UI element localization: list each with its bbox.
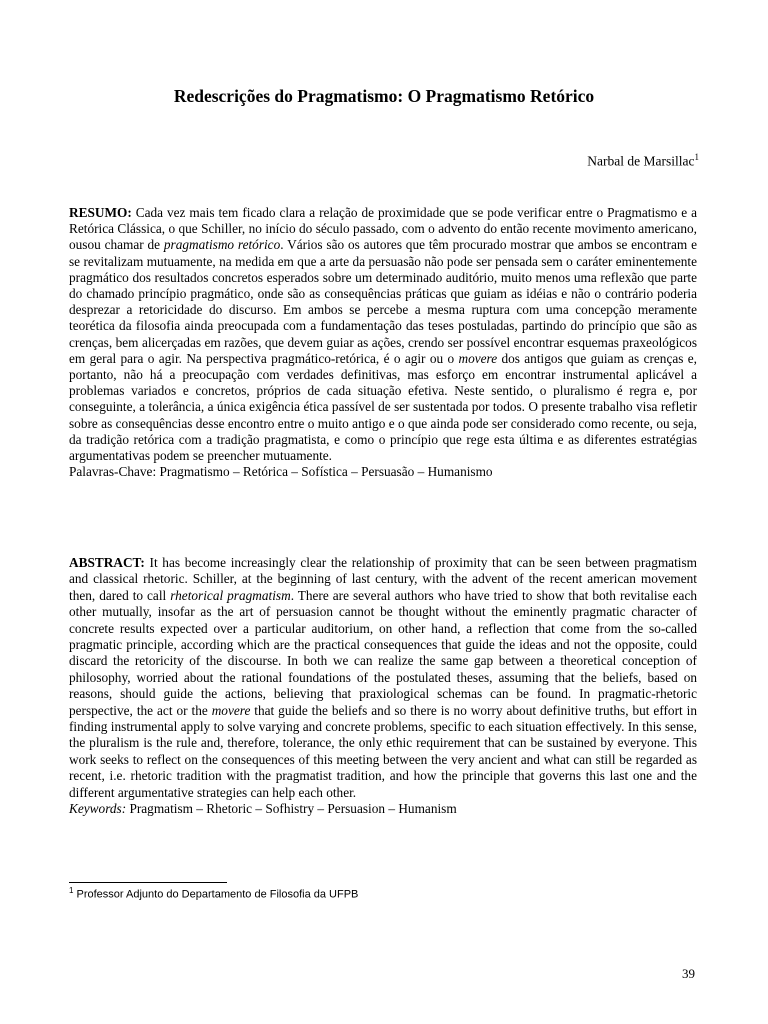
resumo-text-part-1: Cada vez mais tem ficado clara a relação de proximidade que se pode verificar entre o Pragmatismo e a Retórica Clássica, o que Schiller, no início do século passado, com o advento do então recente movimento americano, ousou chamar de xyxy=(69,205,697,253)
abstract-label: ABSTRACT: xyxy=(69,555,145,570)
footnote-divider xyxy=(69,882,227,883)
resumo-emphasis-movere: movere xyxy=(458,350,498,366)
page-number: 39 xyxy=(682,966,695,981)
abstract-emphasis-rhetorical-pragmatism: rhetorical pragmatism xyxy=(170,587,291,603)
author-name: Narbal de Marsillac xyxy=(587,153,695,169)
resumo-emphasis-pragmatismo-retorico: pragmatismo retórico xyxy=(163,237,281,253)
resumo-text-part-2: . Vários são os autores que têm procurado mostrar que ambos se encontram e se revitalizam mutuamente, na medida em que a arte da persuasão não pode ser pensada sem o caráter eminentemente pragmático dos resultados concretos esperados sobre um determinado auditório, muito menos uma reflexão que parte do chamado princípio pragmático, onde são as consequências práticas que guiam as idéias e não o contrário poderia desprezar a retoricidade do discurso. Em ambos se percebe a mesma ruptura com uma concepção meramente teorética da filosofia ainda preocupada com a fundamentação das teses postuladas, partindo do princípio que são as crenças, bem alicerçadas em razões, que devem guiar as ações, crendo ser possível encontrar esquemas praxeológicos em geral para o agir. Na perspectiva pragmático-retórica, é o agir ou o xyxy=(69,237,697,366)
author-footnote-mark[interactable]: 1 xyxy=(694,152,699,162)
footnote-mark: 1 xyxy=(69,886,74,895)
abstract-keywords-line xyxy=(69,801,697,817)
abstract-emphasis-movere: movere xyxy=(211,702,251,718)
abstract-text-part-1: It has become increasingly clear the relationship of proximity that can be seen between pragmatism and classical rhetoric. Schiller, at the beginning of last century, with the advent of the recent american movement then, dared to call xyxy=(69,555,697,603)
abstract-text-part-2: . There are several authors who have tried to show that both revitalise each other mutually, insofar as the art of persuasion cannot be thought without the eminently pragmatic character of concrete results expected over a particular auditorium, on other hand, a reflection that come from the so-called pragmatic principle, according which are the practical consequences that guide the ideas and not the opposite, could discard the retoricity of the discourse. In both we can realize the same gap between a theoretical conception of philosophy, worried about the rational foundations of the postulated theses, assuming that the beliefs, based on reasons, should guide the actions, believing that praxiological schemas can be found. In pragmatic-rhetoric perspective, the act or the xyxy=(69,587,698,718)
abstract-keywords: Pragmatism – Rhetoric – Sofhistry – Persuasion – Humanism xyxy=(126,801,457,817)
footnote xyxy=(69,886,358,901)
abstract-text-part-3: that guide the beliefs and so there is no worry about definitive truths, but effort in finding instrumental apply to solve varying and concrete problems, specific to each situation effectively. In this sense, the pluralism is the rule and, therefore, tolerance, the only ethic requirement that can be sustained by everyone. This work seeks to reflect on the consequences of this meeting between the very ancient and what can still be regarded as recent, i.e. rhetoric tradition with the pragmatist tradition, and how the principle that governs this last one and the different argumentative strategies can help each other. xyxy=(69,702,697,800)
resumo-keywords: Palavras-Chave: Pragmatismo – Retórica – Sofística – Persuasão – Humanismo xyxy=(69,464,493,480)
author-line xyxy=(587,152,699,170)
resumo-paragraph xyxy=(69,205,697,480)
abstract-paragraph xyxy=(69,555,697,818)
resumo-label: RESUMO: xyxy=(69,205,132,220)
resumo-text-part-3: dos antigos que guiam as crenças e, portanto, não há a preocupação com verdades definitivas, mas esforço em encontrar instrumental aplicável a problemas variados e concretos, próprios de cada situação efetiva. Neste sentido, o pluralismo é regra e, por conseguinte, a tolerância, a única exigência ética passível de ser sustentada por todos. O presente trabalho visa refletir sobre as consequências desse encontro entre o muito antigo e o que ainda pode ser considerado como recente, ou seja, da tradição retórica com a tradição pragmatista, e como o princípio que rege esta última e as diferentes estratégias argumentativas podem se preencher mutuamente. xyxy=(69,350,697,464)
paper-title: Redescrições do Pragmatismo: O Pragmatismo Retórico xyxy=(173,86,595,106)
abstract-keywords-label: Keywords: xyxy=(69,801,127,817)
footnote-text: Professor Adjunto do Departamento de Filosofia da UFPB xyxy=(73,888,359,901)
